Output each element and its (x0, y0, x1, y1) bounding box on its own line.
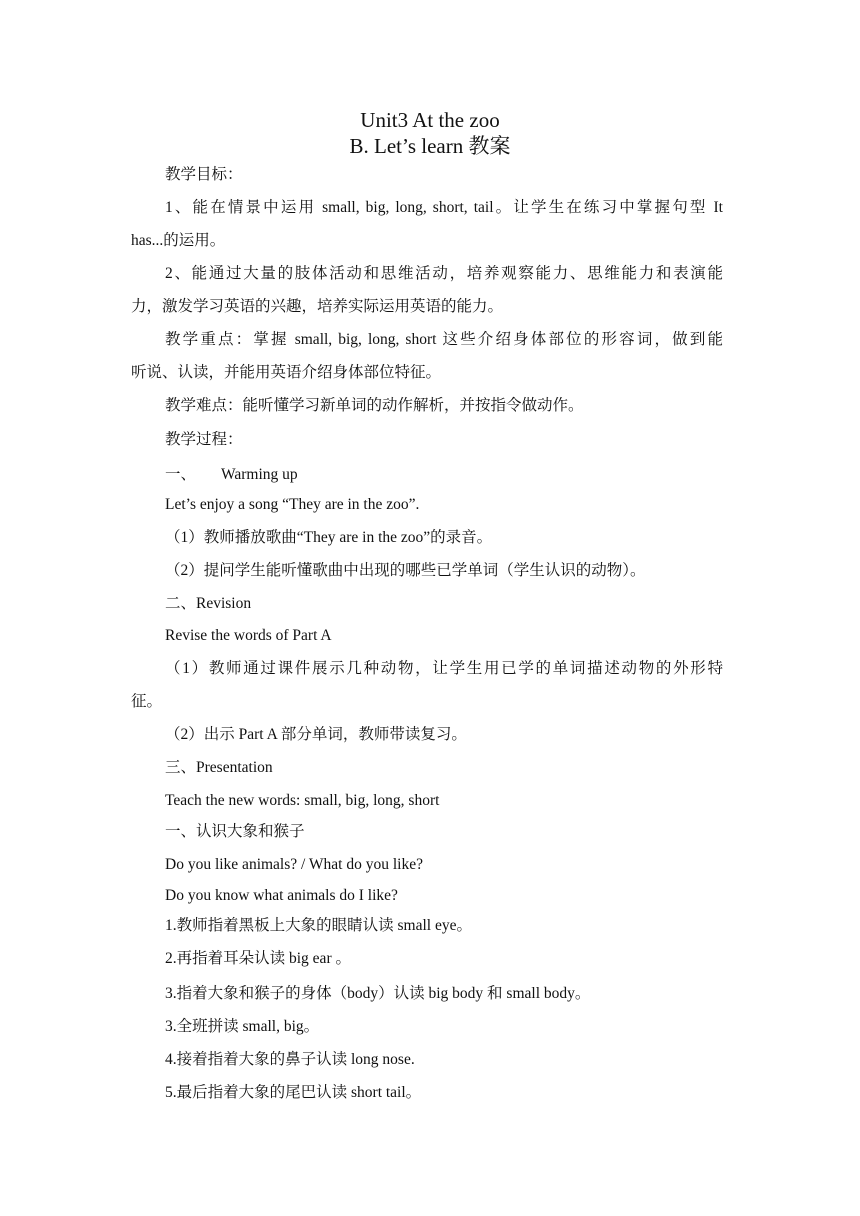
paragraph-line: Do you like animals? / What do you like? (165, 856, 423, 873)
section-number: 一、 (165, 466, 197, 483)
paragraph-line: （1）教师播放歌曲“They are in the zoo”的录音。 (165, 529, 493, 546)
document-title: Unit3 At the zoo (360, 108, 500, 132)
paragraph-line: 1、能在情景中运用 small, big, long, short, tail。让学生在练习中掌握句型 It (165, 199, 723, 216)
paragraph-line: 2.再指着耳朵认读 big ear 。 (165, 950, 351, 967)
paragraph-line: 3.指着大象和猴子的身体（body）认读 big body 和 small body。 (165, 985, 591, 1002)
paragraph-line: Revise the words of Part A (165, 627, 332, 644)
paragraph-line: 教学重点：掌握 small, big, long, short 这些介绍身体部位的形容词，做到能 (165, 331, 723, 348)
paragraph-line: 听说、认读，并能用英语介绍身体部位特征。 (131, 364, 442, 381)
section-heading-presentation: 三、Presentation (165, 759, 273, 776)
paragraph-line: Teach the new words: small, big, long, short (165, 792, 440, 809)
paragraph-line: has...的运用。 (131, 232, 226, 249)
paragraph-line: 4.接着指着大象的鼻子认读 long nose. (165, 1051, 415, 1068)
paragraph-line: 一、认识大象和猴子 (165, 823, 305, 840)
paragraph-line: （1）教师通过课件展示几种动物，让学生用已学的单词描述动物的外形特 (165, 660, 723, 677)
paragraph-line: 1.教师指着黑板上大象的眼睛认读 small eye。 (165, 917, 472, 934)
paragraph-line: 3.全班拼读 small, big。 (165, 1018, 320, 1035)
paragraph-line: 征。 (131, 693, 163, 710)
paragraph-line: 5.最后指着大象的尾巴认读 short tail。 (165, 1084, 422, 1101)
section-heading-warming-up: Warming up (221, 466, 298, 483)
paragraph-line: （2）提问学生能听懂歌曲中出现的哪些已学单词（学生认识的动物）。 (165, 562, 646, 579)
paragraph-line: Do you know what animals do I like? (165, 887, 398, 904)
section-heading-process: 教学过程： (165, 431, 243, 448)
section-heading-objectives: 教学目标： (165, 166, 243, 183)
paragraph-line: （2）出示 Part A 部分单词，教师带读复习。 (165, 726, 467, 743)
section-heading-revision: 二、Revision (165, 595, 252, 612)
paragraph-line: 2、能通过大量的肢体活动和思维活动，培养观察能力、思维能力和表演能 (165, 265, 723, 282)
paragraph-line: 教学难点：能听懂学习新单词的动作解析，并按指令做动作。 (165, 397, 584, 414)
document-subtitle: B. Let’s learn 教案 (349, 134, 511, 158)
paragraph-line: 力，激发学习英语的兴趣，培养实际运用英语的能力。 (131, 298, 504, 315)
paragraph-line: Let’s enjoy a song “They are in the zoo”. (165, 496, 420, 513)
